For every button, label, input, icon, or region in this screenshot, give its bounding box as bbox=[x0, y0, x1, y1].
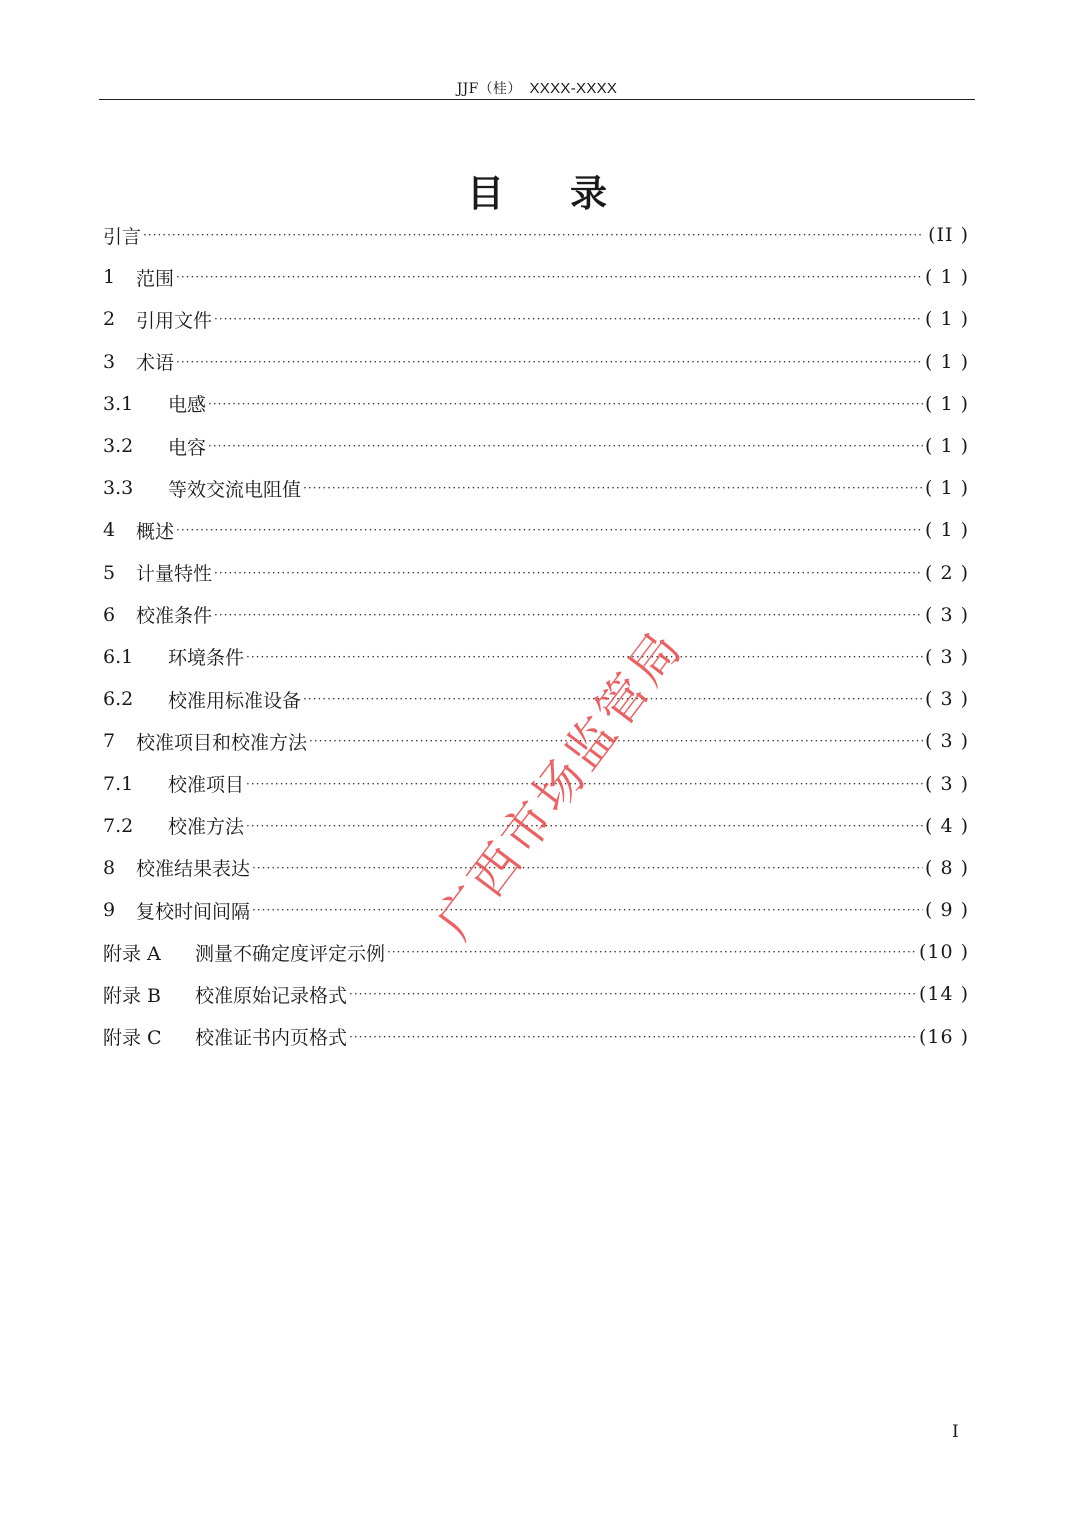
dot-leader bbox=[246, 777, 923, 791]
toc-entry[interactable] bbox=[103, 467, 969, 509]
dot-leader bbox=[176, 523, 923, 537]
toc-entry-number: 3.3 bbox=[103, 477, 134, 500]
toc-entry[interactable] bbox=[103, 973, 969, 1015]
toc-entry[interactable] bbox=[103, 214, 969, 256]
toc-entry[interactable] bbox=[103, 425, 969, 467]
dot-leader bbox=[252, 903, 923, 917]
toc-entry[interactable] bbox=[103, 341, 969, 383]
toc-entry-page: ( 1 ) bbox=[925, 392, 969, 415]
title-char-1: 目 bbox=[467, 172, 504, 215]
toc-entry[interactable] bbox=[103, 889, 969, 931]
toc-entry[interactable] bbox=[103, 931, 969, 973]
toc-entry-title: 范围 bbox=[136, 267, 175, 290]
toc-entry-page: ( 3 ) bbox=[925, 730, 969, 753]
toc-entry-number: 4 bbox=[103, 519, 116, 542]
toc-entry-title: 校准项目和校准方法 bbox=[136, 731, 308, 754]
dot-leader bbox=[208, 439, 923, 453]
toc-entry-number: 附录 B bbox=[103, 984, 162, 1007]
running-header bbox=[99, 78, 975, 98]
dot-leader bbox=[309, 734, 923, 748]
toc-entry-page: (10 ) bbox=[918, 941, 969, 964]
dot-leader bbox=[303, 481, 923, 495]
dot-leader bbox=[303, 692, 923, 706]
toc-entry-page: (14 ) bbox=[918, 983, 969, 1006]
toc-entry-page: ( 3 ) bbox=[925, 645, 969, 668]
toc-entry-page: ( 1 ) bbox=[925, 477, 969, 500]
document-code: XXXX-XXXX bbox=[529, 80, 618, 97]
toc-entry-number: 7.1 bbox=[103, 772, 134, 795]
header-prefix: JJF（桂） bbox=[456, 81, 522, 97]
toc-entry-number: 3.2 bbox=[103, 435, 134, 458]
toc-entry-title: 测量不确定度评定示例 bbox=[195, 942, 386, 965]
toc-entry-number: 5 bbox=[103, 561, 116, 584]
toc-entry-number: 6.2 bbox=[103, 688, 134, 711]
toc-entry-title: 等效交流电阻值 bbox=[168, 478, 302, 501]
page-title bbox=[0, 163, 1074, 217]
toc-entry-title: 电容 bbox=[168, 436, 207, 459]
dot-leader bbox=[214, 566, 923, 580]
toc-entry-page: ( 2 ) bbox=[925, 561, 969, 584]
dot-leader bbox=[246, 650, 923, 664]
toc-entry-title: 校准结果表达 bbox=[136, 858, 251, 881]
toc-entry[interactable] bbox=[103, 762, 969, 804]
toc-entry[interactable] bbox=[103, 720, 969, 762]
toc-entry-title: 术语 bbox=[136, 352, 175, 375]
toc-entry-title: 校准方法 bbox=[168, 816, 245, 839]
toc-entry-page: ( 1 ) bbox=[925, 435, 969, 458]
dot-leader bbox=[252, 861, 923, 875]
dot-leader bbox=[387, 945, 917, 959]
toc-entry[interactable] bbox=[103, 552, 969, 594]
toc-entry[interactable] bbox=[103, 805, 969, 847]
toc-entry-page: ( 1 ) bbox=[925, 519, 969, 542]
toc-entry-number: 附录 A bbox=[103, 942, 161, 965]
toc-entry-title: 校准原始记录格式 bbox=[195, 984, 348, 1007]
dot-leader bbox=[176, 270, 923, 284]
toc-entry-number: 1 bbox=[103, 266, 116, 289]
dot-leader bbox=[143, 228, 923, 242]
toc-entry-title: 引言 bbox=[103, 225, 142, 248]
toc-entry-number: 2 bbox=[103, 308, 116, 331]
toc-entry-title: 环境条件 bbox=[168, 647, 245, 670]
dot-leader bbox=[208, 397, 923, 411]
dot-leader bbox=[214, 312, 923, 326]
toc-entry-title: 引用文件 bbox=[136, 309, 213, 332]
toc-entry-number: 8 bbox=[103, 856, 116, 879]
toc-entry-number: 3.1 bbox=[103, 392, 134, 415]
toc-entry-number: 附录 C bbox=[103, 1027, 162, 1050]
toc-entry[interactable] bbox=[103, 636, 969, 678]
toc-entry[interactable] bbox=[103, 298, 969, 340]
toc-entry-page: ( 1 ) bbox=[925, 350, 969, 373]
toc-entry-page: ( 3 ) bbox=[925, 688, 969, 711]
toc-entry-number: 7.2 bbox=[103, 814, 134, 837]
toc-entry-title: 校准用标准设备 bbox=[168, 689, 302, 712]
toc-entry[interactable] bbox=[103, 256, 969, 298]
header-rule bbox=[99, 99, 975, 100]
watermark: 广西市场监管局 bbox=[425, 618, 695, 950]
toc-entry-title: 校准证书内页格式 bbox=[195, 1027, 348, 1050]
toc-entry[interactable] bbox=[103, 383, 969, 425]
dot-leader bbox=[349, 987, 917, 1001]
toc-entry-title: 计量特性 bbox=[136, 563, 213, 586]
page-number: I bbox=[952, 1422, 959, 1442]
toc-entry-number: 3 bbox=[103, 350, 116, 373]
toc-entry-page: ( 1 ) bbox=[925, 266, 969, 289]
toc-entry-title: 概述 bbox=[136, 520, 175, 543]
toc-entry[interactable] bbox=[103, 847, 969, 889]
toc-entry[interactable] bbox=[103, 678, 969, 720]
toc-entry-page: (16 ) bbox=[918, 1025, 969, 1048]
toc-entry[interactable] bbox=[103, 594, 969, 636]
title-char-2: 录 bbox=[570, 172, 607, 215]
dot-leader bbox=[246, 819, 923, 833]
toc-entry-title: 电感 bbox=[168, 394, 207, 417]
dot-leader bbox=[176, 355, 923, 369]
dot-leader bbox=[349, 1030, 917, 1044]
toc-entry-number: 7 bbox=[103, 730, 116, 753]
toc-entry-title: 校准项目 bbox=[168, 774, 245, 797]
toc-entry[interactable] bbox=[103, 1016, 969, 1058]
toc-entry-number: 6 bbox=[103, 603, 116, 626]
toc-entry-title: 复校时间间隔 bbox=[136, 900, 251, 923]
toc-entry-page: (II ) bbox=[928, 224, 969, 247]
toc-entry-number: 9 bbox=[103, 899, 116, 922]
dot-leader bbox=[214, 608, 923, 622]
toc-entry-page: ( 9 ) bbox=[925, 899, 969, 922]
toc-entry-page: ( 1 ) bbox=[925, 308, 969, 331]
table-of-contents bbox=[103, 214, 969, 1058]
toc-entry-title: 校准条件 bbox=[136, 605, 213, 628]
toc-entry-page: ( 8 ) bbox=[925, 856, 969, 879]
toc-entry-page: ( 3 ) bbox=[925, 772, 969, 795]
toc-entry-page: ( 4 ) bbox=[925, 814, 969, 837]
toc-entry[interactable] bbox=[103, 509, 969, 551]
toc-entry-page: ( 3 ) bbox=[925, 603, 969, 626]
toc-entry-number: 6.1 bbox=[103, 645, 134, 668]
